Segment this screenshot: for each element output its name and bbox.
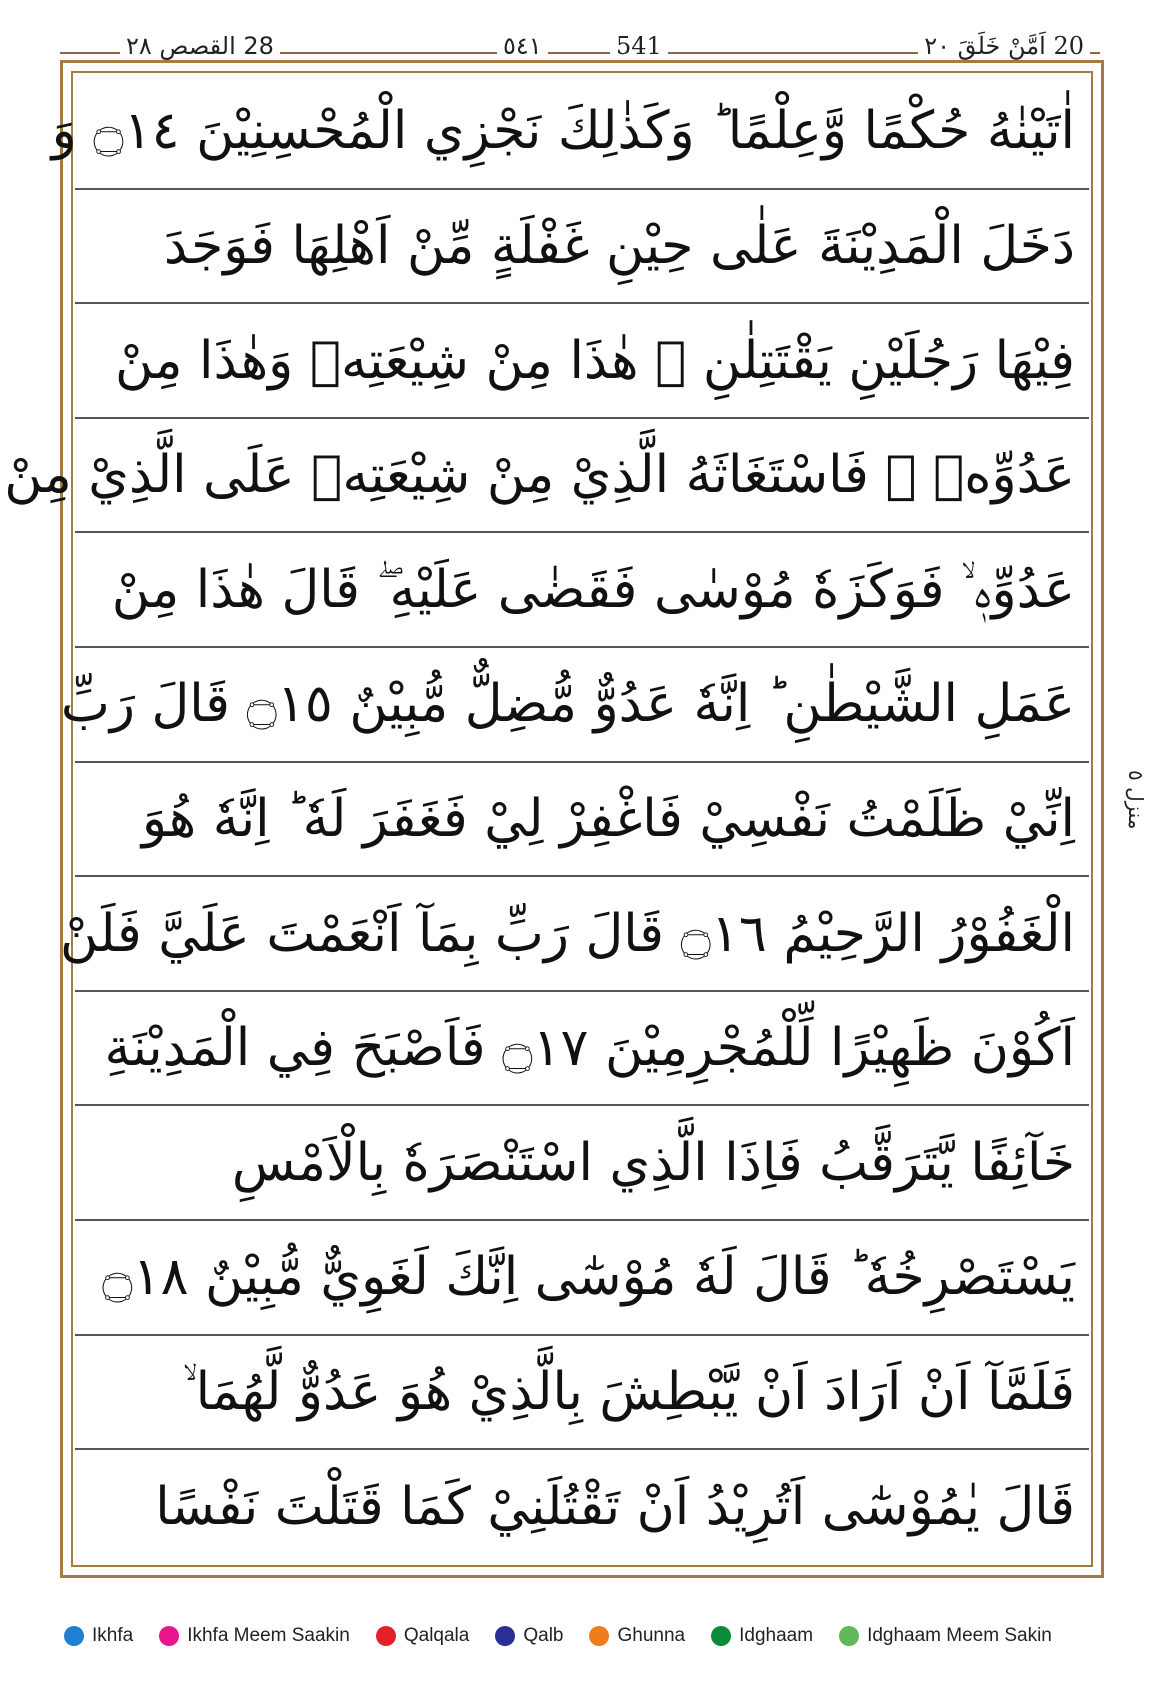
legend-dot	[589, 1626, 609, 1646]
quran-line	[75, 1106, 1089, 1221]
quran-line	[75, 190, 1089, 305]
surah-label: 28 القصص ٢٨	[120, 32, 280, 60]
line-text: الْغَفُوْرُ الرَّحِيْمُ ۝١٦ قَالَ رَبِّ بِمَآ اَنْعَمْتَ عَلَيَّ فَلَنْ	[60, 903, 1075, 964]
quran-line	[60, 877, 1089, 992]
quran-line	[75, 763, 1089, 878]
legend-dot	[376, 1626, 396, 1646]
quran-line	[75, 304, 1089, 419]
line-text: خَآئِفًا يَّتَرَقَّبُ فَاِذَا الَّذِي اسْتَنْصَرَهٗ بِالْاَمْسِ	[231, 1132, 1075, 1193]
legend-dot	[495, 1626, 515, 1646]
juz-label: 20 اَمَّنْ خَلَقَ ٢٠	[918, 32, 1090, 60]
page-frame	[4, 60, 1104, 1578]
legend-item-idghaam	[711, 1625, 813, 1647]
line-text: يَسْتَصْرِخُهٗ ؕ قَالَ لَهٗ مُوْسٰٓى اِنَّكَ لَغَوِيٌّ مُّبِيْنٌ ۝١٨	[102, 1247, 1075, 1308]
quran-line	[60, 648, 1089, 763]
line-text: دَخَلَ الْمَدِيْنَةَ عَلٰى حِيْنِ غَفْلَةٍ مِّنْ اَهْلِهَا فَوَجَدَ	[163, 215, 1075, 276]
line-text: اِنِّيْ ظَلَمْتُ نَفْسِيْ فَاغْفِرْ لِيْ فَغَفَرَ لَهٗ ؕ اِنَّهٗ هُوَ	[141, 788, 1075, 849]
line-text: عَدُوِّهٖ ۚ فَاسْتَغَاثَهُ الَّذِيْ مِنْ شِيْعَتِهٖ عَلَى الَّذِيْ مِنْ	[4, 445, 1075, 506]
quran-line	[75, 533, 1089, 648]
legend-label: Qalqala	[403, 1625, 470, 1646]
legend-dot	[839, 1626, 859, 1646]
legend-label: Qalb	[523, 1625, 564, 1646]
legend-label: Ikhfa Meem Saakin	[187, 1625, 350, 1646]
quran-line	[75, 1336, 1089, 1451]
legend-label: Ikhfa	[92, 1625, 134, 1646]
legend-item-ghunna	[589, 1625, 685, 1647]
line-text: فَلَمَّآ اَنْ اَرَادَ اَنْ يَّبْطِشَ بِالَّذِيْ هُوَ عَدُوٌّ لَّهُمَا ۙ	[182, 1362, 1075, 1422]
tajweed-legend	[64, 1616, 1104, 1656]
line-text: قَالَ يٰمُوْسٰٓى اَتُرِيْدُ اَنْ تَقْتُلَنِيْ كَمَا قَتَلْتَ نَفْسًا	[155, 1476, 1075, 1537]
legend-label: Idghaam	[739, 1625, 814, 1646]
line-text: عَمَلِ الشَّيْطٰنِ ؕ اِنَّهٗ عَدُوٌّ مُّضِلٌّ مُّبِيْنٌ ۝١٥ قَالَ رَبِّ	[60, 674, 1075, 735]
legend-item-qalqala	[376, 1625, 470, 1647]
legend-item-ikhfa	[64, 1625, 133, 1647]
legend-label: Idghaam Meem Sakin	[867, 1625, 1052, 1646]
manzil-marker: منزل ٥	[1124, 770, 1148, 830]
legend-dot	[159, 1626, 179, 1646]
quran-line	[75, 1221, 1089, 1336]
quran-line	[51, 75, 1089, 190]
legend-item-ikhfa-meem-saakin	[159, 1625, 350, 1647]
legend-dot	[64, 1626, 84, 1646]
page-number-arabic: ٥٤١	[497, 32, 548, 60]
legend-dot	[711, 1626, 731, 1646]
quran-line	[75, 1450, 1089, 1563]
text-lines	[4, 75, 1089, 1563]
line-text: اَكُوْنَ ظَهِيْرًا لِّلْمُجْرِمِيْنَ ۝١٧ فَاَصْبَحَ فِي الْمَدِيْنَةِ	[104, 1018, 1075, 1079]
quran-line	[4, 419, 1089, 534]
line-text: اٰتَيْنٰهُ حُكْمًا وَّعِلْمًا ؕ وَكَذٰلِكَ نَجْزِي الْمُحْسِنِيْنَ ۝١٤ وَ	[51, 101, 1075, 162]
page-header	[0, 24, 1162, 64]
quran-line	[75, 992, 1089, 1107]
page-number: 541	[610, 32, 668, 60]
legend-item-idghaam-meem-sakin	[839, 1625, 1052, 1647]
legend-label: Ghunna	[617, 1625, 686, 1646]
line-text: عَدُوِّهٖ ۙ فَوَكَزَهٗ مُوْسٰى فَقَضٰى عَلَيْهِ ۖ قَالَ هٰذَا مِنْ	[111, 559, 1075, 620]
legend-item-qalb	[495, 1625, 563, 1647]
line-text: فِيْهَا رَجُلَيْنِ يَقْتَتِلٰنِ ۙ هٰذَا مِنْ شِيْعَتِهٖ وَهٰذَا مِنْ	[115, 330, 1075, 391]
